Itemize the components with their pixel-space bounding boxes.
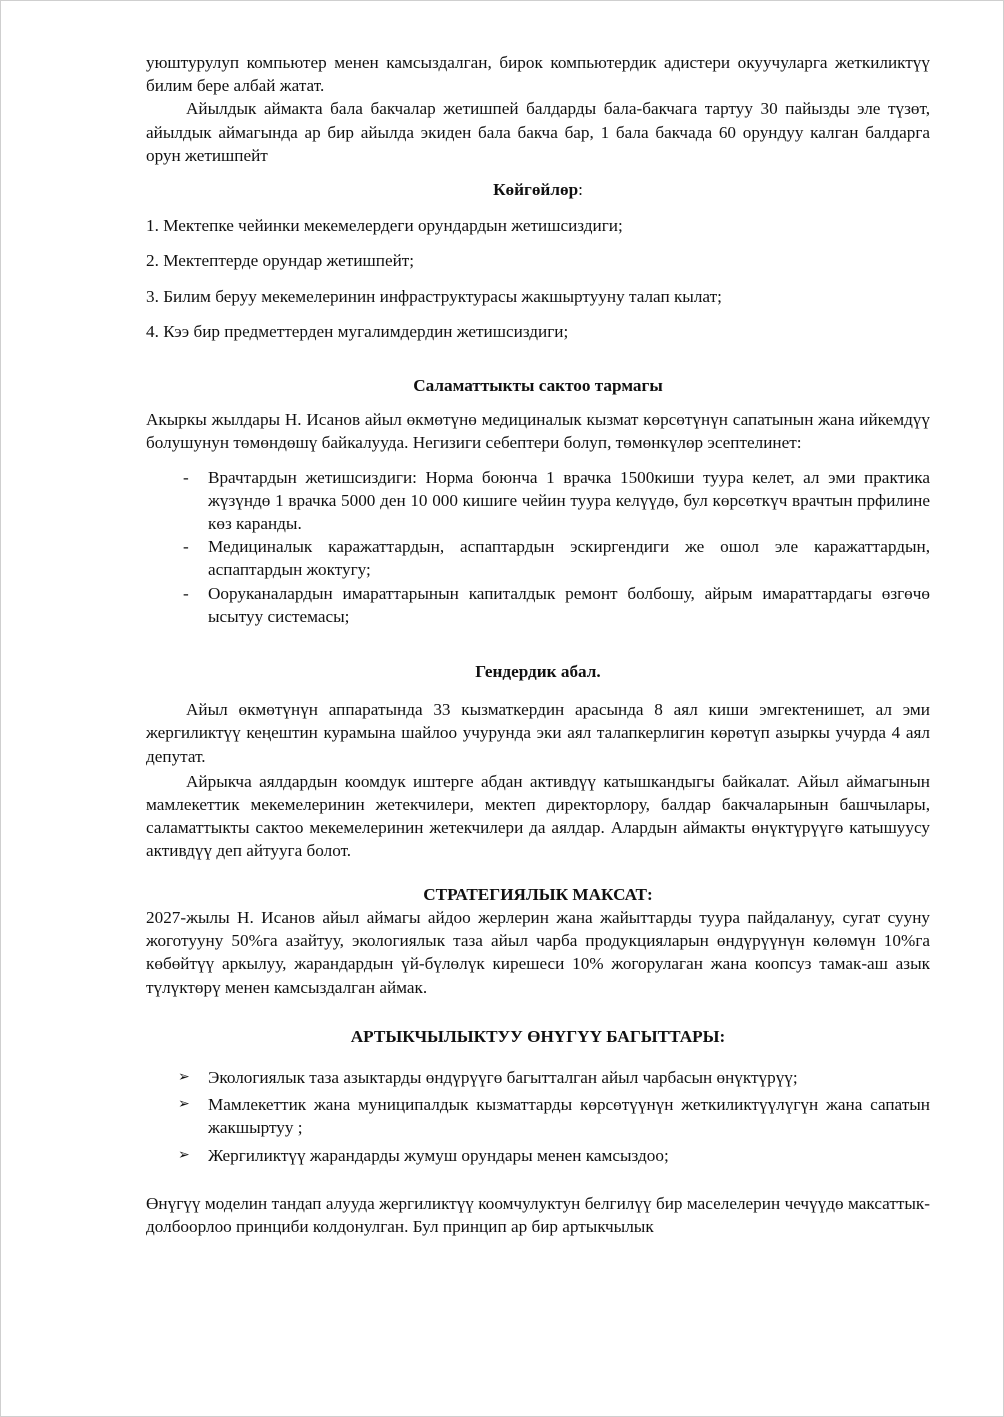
priority-item-text: Экологиялык таза азыктарды өндүрүүгө багытталган айыл чарбасын өнүктүрүү;	[208, 1067, 798, 1087]
problems-heading	[146, 178, 930, 201]
dash-marker: -	[183, 537, 189, 557]
dash-marker: -	[183, 467, 189, 487]
health-item	[183, 582, 930, 628]
priority-item	[178, 1066, 930, 1089]
priority-item-text: Жергиликтүү жарандарды жумуш орундары менен камсыздоо;	[208, 1145, 669, 1165]
problem-item: 1. Мектепке чейинки мекемелердеги орундардын жетишсиздиги;	[146, 216, 623, 236]
dash-marker: -	[183, 583, 189, 603]
health-item-text: Врачтардын жетишсиздиги: Норма боюнча 1 врачка 1500киши туура келет, ал эми практика жүзүндө 1 врачка 5000 ден 10 000 кишиге чейин туура келүүдө, бул көрсөткүч врачтын прфилине көз каранды.	[208, 467, 930, 534]
priority-item	[178, 1144, 930, 1167]
problem-item: 4. Кээ бир предметтерден мугалимдердин жетишсиздиги;	[146, 321, 569, 341]
gender-heading: Гендердик абал.	[475, 662, 601, 682]
priorities-heading: АРТЫКЧЫЛЫКТУУ ӨНҮГҮҮ БАГЫТТАРЫ:	[350, 1026, 726, 1046]
problems-list	[146, 214, 930, 343]
arrow-bullet-icon: ➢	[178, 1096, 190, 1113]
intro-paragraph-1: уюштурулуп компьютер менен камсыздалган, бирок компьютердик адистери окуучуларга жеткиликтүү билим бере албай жатат.	[146, 53, 930, 96]
intro-paragraph-2: Айылдык аймакта бала бакчалар жетишпей балдарды бала-бакчага тартуу 30 пайызды эле түзөт, айылдык аймагында ар бир айылда экиден бала бакча бар, 1 бала бакчада 60 орундуу калган балдарга орун жетишпейт	[146, 99, 930, 165]
page-content	[146, 51, 930, 1238]
arrow-bullet-icon: ➢	[178, 1068, 190, 1085]
priority-item	[178, 1093, 930, 1139]
priority-item-text: Мамлекеттик жана муниципалдык кызматтарды көрсөтүүнүн жеткиликтүүлүгүн жана сапатын жакшыртуу ;	[208, 1095, 930, 1138]
health-item-text: Медициналык каражаттардын, аспаптардын эскиргендиги же ошол эле каражаттардын, аспаптардын жоктугу;	[208, 537, 930, 580]
closing-paragraph: Өнүгүү моделин тандап алууда жергиликтүү коомчулуктун белгилүү бир маселелерин чечүүдө максаттык-долбоорлоо принциби колдонулган. Бул принцип ар бир артыкчылык	[146, 1193, 930, 1236]
health-item	[183, 535, 930, 581]
problem-item: 2. Мектептерде орундар жетишпейт;	[146, 251, 415, 271]
health-item-text: Ооруканалардын имараттарынын капиталдык ремонт болбошу, айрым имараттардагы өзгөчө ысытуу системасы;	[208, 583, 930, 626]
arrow-bullet-icon: ➢	[178, 1146, 190, 1163]
problem-item: 3. Билим беруу мекемелеринин инфраструктурасы жакшыртууну талап кылат;	[146, 286, 722, 306]
gender-paragraph-1: Айыл өкмөтүнүн аппаратында 33 кызматкердин арасында 8 аял киши эмгектенишет, ал эми жергиликтүү кеңештин курамына шайлоо учурунда эки аял талапкерлигин көрөтүп азыркы учурда 4 аял депутат.	[146, 700, 930, 766]
gender-paragraph-2: Айрыкча аялдардын коомдук иштерге абдан активдүү катышкандыгы байкалат. Айыл аймагынын мамлекеттик мекемелеринин жетекчилери, мектеп директорлору, балдар бакчаларынын башчылары, саламаттыкты сактоо мекемелеринин жетекчилери да аялдар. Алардын аймакты өнүктүрүүгө катышуусу активдүү деп айтууга болот.	[146, 771, 930, 861]
strategy-text: 2027-жылы Н. Исанов айыл аймагы айдоо жерлерин жана жайыттарды туура пайдалануу, сугат сууну жоготууну 50%га азайтуу, экологиялык таза айыл чарба продукцияларын өндүрүүнүн көлөмүн 10%га көбөйтүү аркылуу, жарандардын үй-бүлөлүк кирешеси 10% жогорулаган жана коопсуз тамак-аш азык түлүктөрү менен камсыздалган аймак.	[146, 907, 930, 997]
problems-title: Көйгөйлөр	[493, 180, 579, 200]
problems-colon: :	[578, 180, 583, 200]
health-intro: Акыркы жылдары Н. Исанов айыл өкмөтүнө медициналык кызмат көрсөтүнүн сапатынын жана ийкемдүү болушунун төмөндөшү байкалууда. Негизиги себептери болуп, төмөнкүлөр эсептелинет:	[146, 410, 930, 453]
priorities-list	[146, 1066, 930, 1167]
health-list	[146, 466, 930, 628]
health-heading: Саламаттыкты сактоо тармагы	[413, 376, 663, 396]
strategy-heading: СТРАТЕГИЯЛЫК МАКСАТ:	[423, 884, 653, 904]
health-item	[183, 466, 930, 536]
